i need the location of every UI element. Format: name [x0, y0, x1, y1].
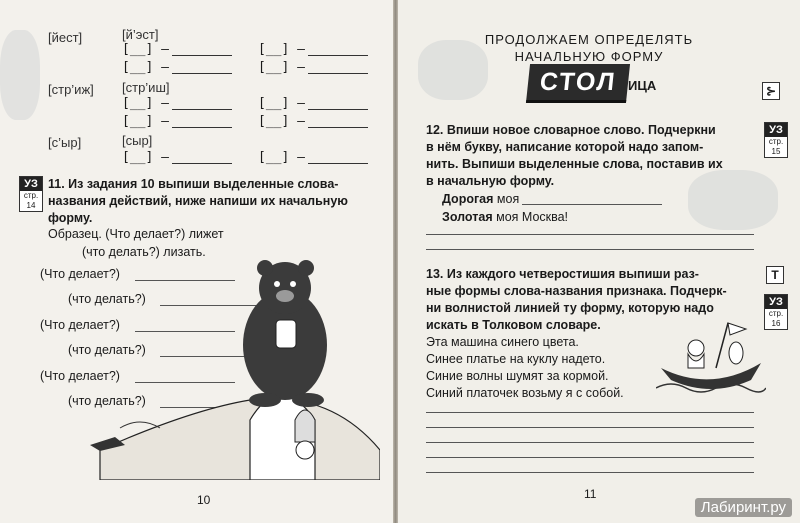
answer-line[interactable]	[308, 127, 368, 128]
transcription-a: [йест]	[48, 30, 83, 45]
phoneme-blank[interactable]: [__] —	[122, 60, 169, 75]
phoneme-blank[interactable]: [__] —	[122, 114, 169, 129]
answer-line[interactable]	[308, 73, 368, 74]
answer-line[interactable]	[308, 109, 368, 110]
bleed-through	[0, 30, 40, 120]
poem-line: Эта машина синего цвета.	[426, 335, 579, 349]
answer-line[interactable]	[426, 472, 754, 473]
answer-line[interactable]	[426, 427, 754, 428]
transcription-b: [й’эст]	[122, 27, 159, 42]
question-label: (Что делает?)	[40, 267, 120, 281]
phoneme-blank[interactable]: [__] —	[122, 150, 169, 165]
answer-line[interactable]	[426, 234, 754, 235]
answer-line[interactable]	[426, 249, 754, 250]
phoneme-blank[interactable]: [__] —	[258, 150, 305, 165]
transcription-a: [стр’иж]	[48, 82, 94, 97]
left-page	[0, 0, 394, 523]
phoneme-blank[interactable]: [__] —	[122, 96, 169, 111]
poem-line: Синий платочек возьму я с собой.	[426, 386, 624, 400]
bear-illustration	[80, 250, 380, 480]
explanatory-dictionary-icon: Т	[766, 266, 784, 284]
phoneme-blank[interactable]: [__] —	[258, 60, 305, 75]
example-line-1: Образец. (Что делает?) лижет	[48, 227, 224, 241]
transcription-b: [стр’иш]	[122, 80, 170, 95]
answer-line[interactable]	[426, 457, 754, 458]
vocab-word-sign: СТОЛ	[526, 64, 630, 103]
task-12-instruction: 12. Впиши новое словарное слово. Подчеркни в нём букву, написание которой надо запом- нить. Выпиши выделенные слова, поставив их в начальную форму.	[426, 123, 723, 188]
phoneme-blank[interactable]: [__] —	[258, 96, 305, 111]
example-line-2: (что делать?) лизать.	[82, 245, 206, 259]
question-label: (Что делает?)	[40, 318, 120, 332]
workbook-reference-badge: УЗ стр. 15	[764, 122, 788, 158]
workbook-reference-badge: УЗ стр. 16	[764, 294, 788, 330]
poem-line: Синее платье на куклу надето.	[426, 352, 606, 366]
page-number: 11	[584, 487, 597, 501]
page-number: 10	[197, 493, 211, 507]
watermark: Лабиринт.ру	[695, 498, 792, 517]
answer-line[interactable]	[172, 109, 232, 110]
transcription-a: [с’ыр]	[48, 135, 82, 150]
section-heading: ПРОДОЛЖАЕМ ОПРЕДЕЛЯТЬ НАЧАЛЬНУЮ ФОРМУ	[484, 32, 694, 64]
phrase-1: Дорогая моя	[442, 192, 520, 206]
workbook-reference-badge: УЗ стр. 14	[19, 176, 43, 212]
boat-illustration	[656, 318, 766, 398]
phoneme-blank[interactable]: [__] —	[258, 114, 305, 129]
phoneme-blank[interactable]: [__] —	[258, 42, 305, 57]
dictionary-icon: ⊱	[762, 82, 780, 100]
answer-line[interactable]	[172, 127, 232, 128]
answer-line[interactable]	[426, 412, 754, 413]
answer-line[interactable]	[308, 163, 368, 164]
question-label: (что делать?)	[68, 394, 146, 408]
question-label: (что делать?)	[68, 343, 146, 357]
poem-line: Синие волны шумят за кормой.	[426, 369, 609, 383]
answer-line[interactable]	[172, 73, 232, 74]
vocab-word-ending: ИЦА	[628, 78, 657, 93]
answer-line[interactable]	[172, 163, 232, 164]
phoneme-blank[interactable]: [__] —	[122, 42, 169, 57]
answer-line[interactable]	[308, 55, 368, 56]
question-label: (что делать?)	[68, 292, 146, 306]
phrase-2: Золотая моя Москва!	[442, 210, 569, 224]
task-11-instruction: 11. Из задания 10 выпиши выделенные слова- названия действий, ниже напиши их начальную форму.	[48, 177, 348, 225]
answer-line[interactable]	[426, 442, 754, 443]
answer-line[interactable]	[172, 55, 232, 56]
transcription-b: [сыр]	[122, 133, 153, 148]
right-page	[398, 0, 800, 523]
question-label: (Что делает?)	[40, 369, 120, 383]
task-13-instruction: 13. Из каждого четверостишия выпиши раз- ные формы слова-названия признака. Подчерк- ни волнистой линией ту форму, которую надо искать в Толковом словаре.	[426, 267, 727, 332]
answer-line[interactable]	[522, 204, 662, 205]
